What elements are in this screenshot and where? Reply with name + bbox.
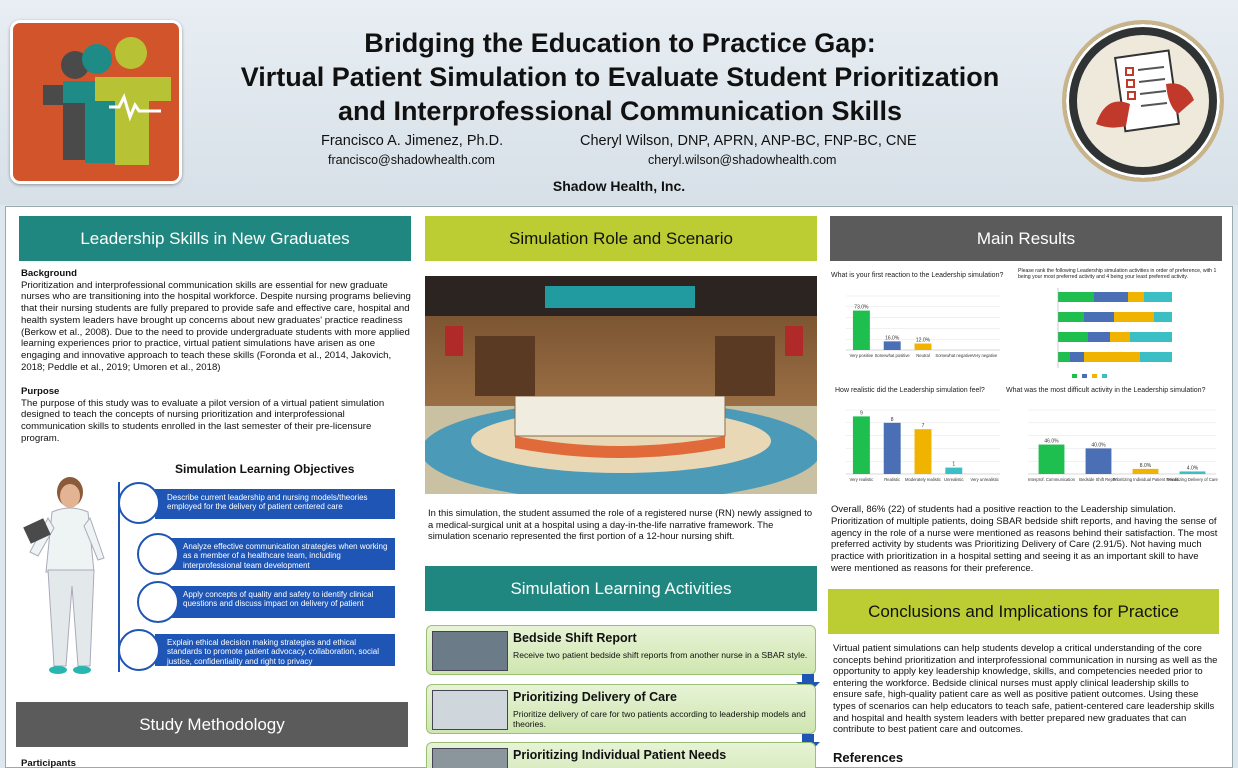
author-1-email: francisco@shadowhealth.com [328, 153, 495, 167]
activity-card-2 [426, 684, 816, 734]
background-section [21, 268, 411, 373]
chart-bar [884, 423, 901, 474]
activity-card-3 [426, 742, 816, 768]
poster-title [200, 26, 1040, 128]
author-2-name: Cheryl Wilson, DNP, APRN, ANP-BC, FNP-BC, CNE [580, 133, 917, 149]
activity-3-thumbnail [432, 748, 508, 768]
data-label: 7 [921, 423, 925, 430]
title-line-3: and Interprofessional Communication Skills [337, 96, 903, 126]
data-label: 73.0% [854, 304, 869, 311]
section-heading-conclusions: Conclusions and Implications for Practice [828, 589, 1219, 634]
category-label: Prioritizing Delivery of Care [1167, 477, 1218, 482]
category-label: Very unrealistic [970, 477, 999, 482]
chart-bar [853, 311, 870, 350]
activity-3-title: Prioritizing Individual Patient Needs [513, 748, 727, 762]
shadow-health-logo [10, 20, 182, 184]
data-label: 12.0% [915, 337, 931, 344]
category-label: Interprof. Communication [1027, 477, 1076, 482]
data-label: 4.0% [1186, 465, 1199, 472]
category-label: Prioritizing Individual Patient Needs [1112, 477, 1179, 482]
category-label: Bedside Shift Report [1079, 477, 1118, 482]
section-heading-activities: Simulation Learning Activities [425, 566, 817, 611]
hospital-scene-image [425, 276, 817, 494]
purpose-label: Purpose [21, 386, 60, 397]
objective-2-bullet [137, 533, 179, 575]
company-name: Shadow Health, Inc. [552, 178, 686, 194]
question-2: Please rank the following Leadership simulation activities in order of preference, with 1 being your most preferred activity and 4 being your least preferred activity. [1018, 268, 1217, 281]
category-label: Very negative [971, 353, 998, 358]
chart-bar [915, 344, 932, 350]
data-label: 9 [860, 410, 863, 417]
objective-1: Describe current leadership and nursing models/theories employed for the delivery of patient centered care [155, 489, 395, 519]
chart-activity-ranking [1018, 286, 1222, 382]
category-label: Neutral [916, 353, 930, 358]
data-label: 46.0% [1044, 438, 1059, 445]
chart-realism [830, 402, 1006, 494]
category-label: Unrealistic [944, 477, 964, 482]
checklist-seal-icon [1062, 20, 1224, 182]
section-heading-scenario: Simulation Role and Scenario [425, 216, 817, 261]
chart-bar [1039, 445, 1065, 474]
activity-1-desc: Receive two patient bedside shift reports from another nurse in a SBAR style. [513, 650, 808, 660]
category-label: Moderately realistic [904, 477, 942, 482]
nurse-avatar-image [20, 470, 110, 680]
chart-bar [915, 429, 932, 474]
category-label: Very realistic [849, 477, 874, 482]
author-2-email: cheryl.wilson@shadowhealth.com [648, 153, 837, 167]
objective-2: Analyze effective communication strategies when working as a member of a healthcare team, including interprofessional team development [155, 538, 395, 570]
chart-bar [945, 468, 962, 474]
purpose-text: The purpose of this study was to evaluate a pilot version of a virtual patient simulation designed to teach the concepts of nursing prioritization and interprofessional communication skills to students enrolled in the last semester of their pre-licensure program. [21, 397, 385, 444]
people-logo-icon [13, 23, 182, 184]
objective-3-bullet [137, 581, 179, 623]
category-label: Very positive [849, 353, 874, 358]
category-label: Realistic [884, 477, 901, 482]
objective-4-bullet [118, 629, 160, 671]
chart-bar [1180, 471, 1206, 474]
activity-1-thumbnail [432, 631, 508, 671]
data-label: 1 [952, 461, 956, 468]
title-line-2: Virtual Patient Simulation to Evaluate Student Prioritization [240, 62, 1000, 92]
objective-4: Explain ethical decision making strategies and ethical standards to promote patient advocacy, collaboration, social justice, confidentiality and right to privacy [155, 634, 395, 666]
question-4: What was the most difficult activity in the Leadership simulation? [1006, 387, 1206, 394]
section-heading-leadership: Leadership Skills in New Graduates [19, 216, 411, 261]
question-1: What is your first reaction to the Leadership simulation? [831, 272, 1004, 279]
activity-2-desc: Prioritize delivery of care for two patients according to leadership models and theories. [513, 709, 806, 729]
category-label: Somewhat positive [874, 353, 910, 358]
activity-2-title: Prioritizing Delivery of Care [513, 690, 677, 704]
references-label: References [833, 750, 904, 765]
data-label: 8.0% [1139, 462, 1152, 469]
title-line-1: Bridging the Education to Practice Gap: [364, 28, 876, 58]
poster-header [0, 0, 1238, 205]
conclusions-text: Virtual patient simulations can help students develop a critical understanding of the core concepts behind prioritization and interprofessional communication in nursing as well as the opportunity to apply key leadership knowledge, skills, and competencies needed prior to entering the workforce. Bedside clinical nurses must apply clinical leadership skills to ensure safe, high-quality patient care as well as positive patient outcomes. Using these types of scenarios can help educators to teach safe, patient-centered care leadership skills and hospital and health system leaders with better prepared new graduates that can contribute to best patient care and outcomes. [833, 643, 1218, 736]
purpose-section [21, 386, 411, 445]
objectives-title: Simulation Learning Objectives [175, 462, 355, 476]
results-text: Overall, 86% (22) of students had a positive reaction to the Leadership simulation. Prioritization of multiple patients, doing SBAR bedside shift reports, and having the sense of agency in the role of a nurse were mentioned as reasons behind their satisfaction. The most preferred activity by students was Prioritizing Delivery of Care (2.91/5). Not having much practice with prioritization in a hospital setting and seeing it as an important skill to have were mentioned as reasons for their preference. [831, 504, 1218, 574]
activity-2-thumbnail [432, 690, 508, 730]
background-text: Prioritization and interprofessional communication skills are essential for new graduate nurses who are transitioning into the hospital workforce. Despite nursing programs believing that their nursing students are fully prepared to provide safe and effective care, hospital and health system leaders have brought up concerns about new graduates' practice readiness (Berkow et al., 2008). Due to the need to provide undergraduate students with more applied learning experiences prior to practice, virtual patient simulations have arisen as one engaging and innovative approach to teach these skills (Foronda et al., 2014, Jakovich, 2018; Peddle et al., 2019; Umoren et al., 2018) [21, 279, 411, 373]
chart-bar [853, 416, 870, 474]
objective-1-bullet [118, 482, 160, 524]
data-label: 40.0% [1091, 442, 1106, 449]
chart-bar [1133, 469, 1159, 474]
participants-label: Participants [21, 758, 76, 768]
chart-bar [1086, 448, 1112, 474]
section-heading-results: Main Results [830, 216, 1222, 261]
activity-1-title: Bedside Shift Report [513, 631, 637, 645]
scenario-text: In this simulation, the student assumed the role of a registered nurse (RN) newly assigned to a medical-surgical unit at a hospital using a day-in-the-life narrative framework. The simulation scenario represented the first portion of a 12-hour nursing shift. [428, 507, 813, 542]
section-heading-methodology: Study Methodology [16, 702, 408, 747]
chart-first-reaction [830, 288, 1006, 370]
category-label: Somewhat negative [935, 353, 973, 358]
chart-most-difficult [1012, 402, 1222, 494]
background-label: Background [21, 268, 77, 279]
data-label: 8 [890, 416, 894, 423]
data-label: 16.0% [885, 335, 900, 342]
author-1-name: Francisco A. Jimenez, Ph.D. [321, 133, 504, 149]
chart-bar [884, 341, 901, 350]
activity-card-1 [426, 625, 816, 675]
question-3: How realistic did the Leadership simulation feel? [835, 387, 985, 394]
objective-3: Apply concepts of quality and safety to identify clinical questions and discuss impact on delivery of patient [155, 586, 395, 618]
